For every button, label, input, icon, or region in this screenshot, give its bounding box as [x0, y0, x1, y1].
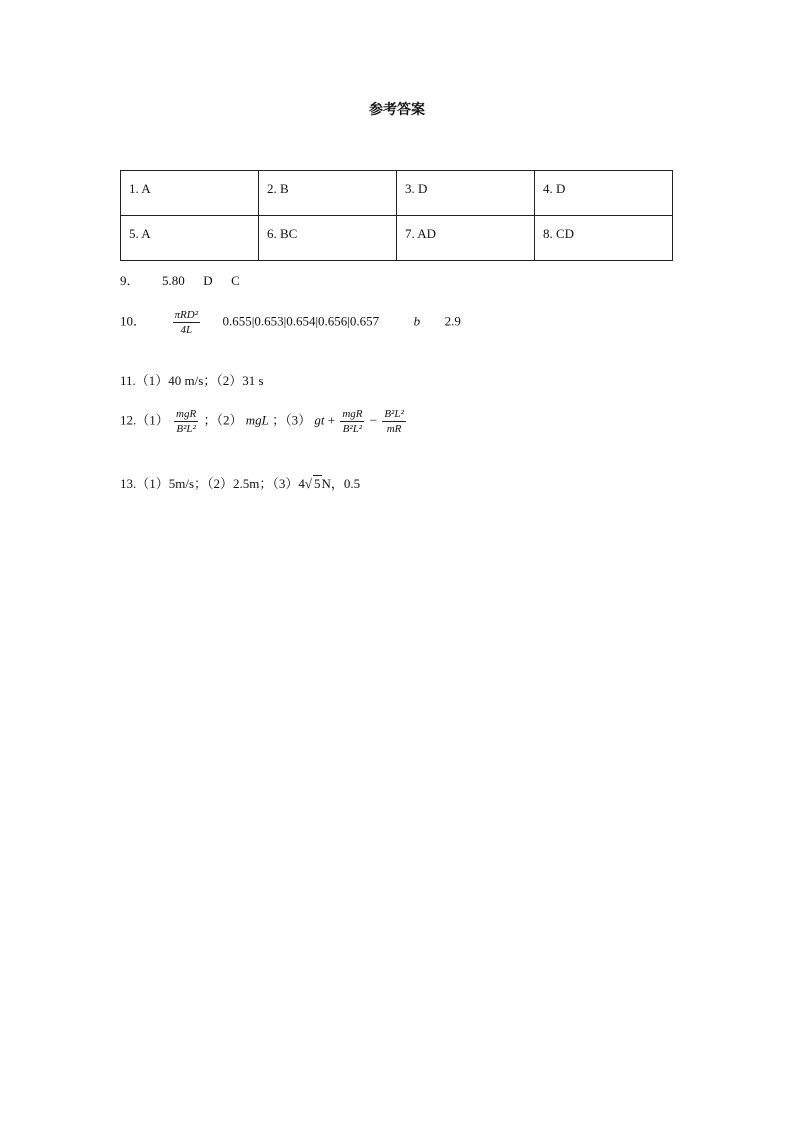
answer-value: C [231, 273, 240, 288]
fraction [382, 408, 405, 435]
table-cell: 8. CD [535, 216, 673, 261]
fraction-denominator: mR [386, 423, 402, 436]
fraction-denominator: B²L² [342, 423, 363, 436]
answer-value: 5.80 [162, 273, 185, 288]
answer-value: D [203, 273, 213, 288]
answer-text: 13.（1）5m/s；（2）2.5m；（3）4 [120, 476, 305, 491]
question-number: 10． [120, 313, 147, 329]
answer-value: mgL [245, 412, 269, 428]
answer-12 [120, 408, 408, 435]
sqrt-icon: √ [304, 476, 313, 491]
table-cell: 4. D [535, 171, 673, 216]
answer-value: 2.9 [444, 313, 461, 329]
table-cell: 1. A [121, 171, 259, 216]
answer-value: 0.655|0.653|0.654|0.656|0.657 [222, 313, 380, 329]
minus-sign: − [369, 412, 378, 428]
table-cell: 5. A [121, 216, 259, 261]
separator: ；（2） [203, 412, 243, 428]
answer-13 [120, 473, 360, 492]
plus-sign: + [327, 412, 336, 428]
question-number: 12.（1） [120, 412, 169, 428]
table-row [121, 216, 673, 261]
fraction [340, 408, 364, 435]
fraction-numerator: mgR [174, 408, 198, 422]
page-title: 参考答案 [369, 102, 425, 118]
answer-11: 11.（1）40 m/s；（2）31 s [120, 373, 264, 388]
table-row [121, 171, 673, 216]
separator: ；（3） [272, 412, 312, 428]
answer-text: N，0.5 [321, 476, 361, 491]
table-cell: 3. D [397, 171, 535, 216]
answer-value: b [413, 313, 421, 329]
answer-table [120, 170, 673, 261]
fraction [173, 309, 200, 336]
answer-value: gt [314, 412, 325, 428]
fraction-numerator: πRD² [173, 309, 200, 323]
answer-10 [120, 309, 461, 336]
fraction [174, 408, 198, 435]
fraction-numerator: B²L² [382, 408, 405, 422]
question-number: 9． [120, 273, 140, 288]
fraction-numerator: mgR [340, 408, 364, 422]
table-cell: 7. AD [397, 216, 535, 261]
table-cell: 2. B [259, 171, 397, 216]
answer-9 [120, 270, 240, 289]
sqrt-value: 5 [314, 476, 321, 491]
fraction-denominator: 4L [180, 324, 193, 337]
fraction-denominator: B²L² [176, 423, 196, 436]
table-cell: 6. BC [259, 216, 397, 261]
